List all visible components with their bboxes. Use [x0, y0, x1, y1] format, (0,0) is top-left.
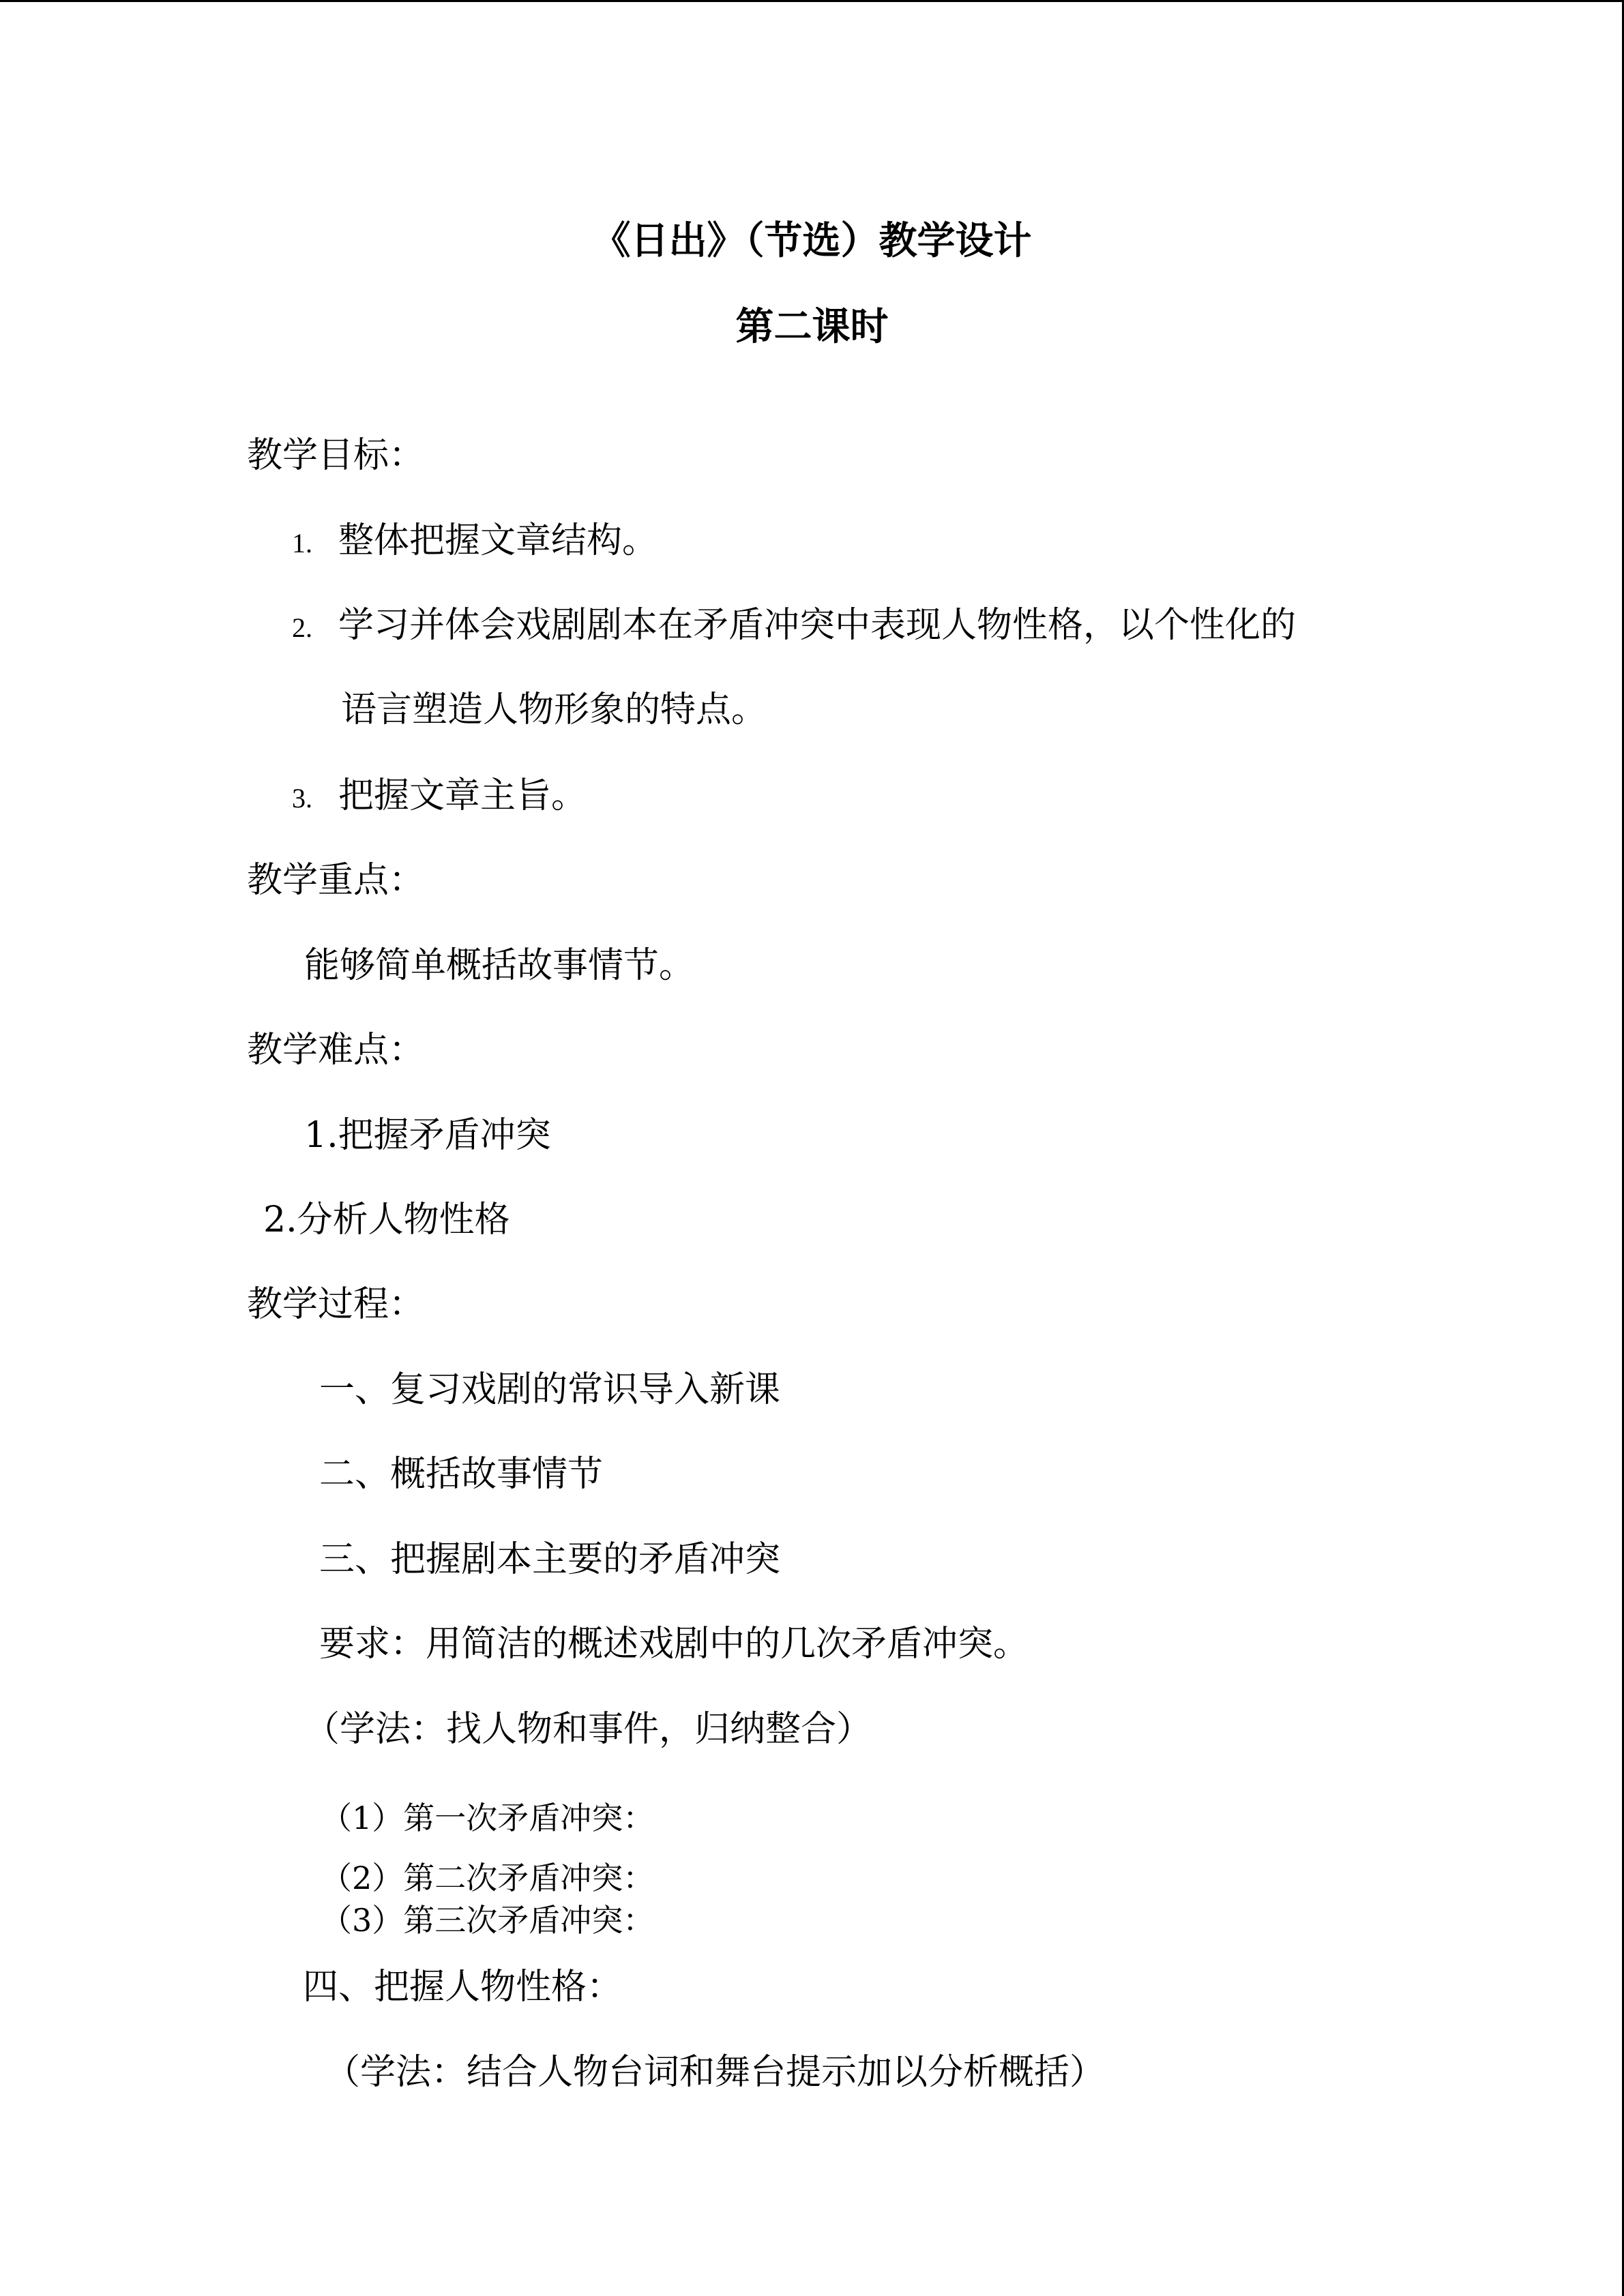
document-subtitle: 第二课时 — [735, 304, 889, 349]
objective-number: 3. — [292, 783, 312, 814]
objective-item-1 — [292, 520, 658, 561]
objective-number: 1. — [292, 528, 312, 558]
process-method-2: （学法：结合人物台词和舞台提示加以分析概括） — [325, 2052, 1106, 2093]
key-points-heading: 教学重点： — [247, 860, 425, 901]
objective-text: 学习并体会戏剧剧本在矛盾冲突中表现人物性格，以个性化的 — [338, 605, 1297, 646]
process-step-4: 四、把握人物性格： — [303, 1967, 623, 2008]
objective-item-2 — [292, 605, 1297, 646]
key-points-text: 能够简单概括故事情节。 — [304, 945, 695, 986]
difficulties-heading: 教学难点： — [247, 1030, 425, 1071]
document-title: 《日出》（节选）教学设计 — [592, 218, 1032, 263]
conflict-item-3: （3）第三次矛盾冲突： — [321, 1902, 655, 1939]
process-requirement: 要求：用简洁的概述戏剧中的几次矛盾冲突。 — [319, 1624, 1029, 1665]
conflict-item-2: （2）第二次矛盾冲突： — [321, 1860, 655, 1896]
difficulty-item-1: 1.把握矛盾冲突 — [304, 1115, 551, 1156]
objective-item-2-continuation: 语言塑造人物形象的特点。 — [341, 689, 767, 730]
process-method-1: （学法：找人物和事件，归纳整合） — [304, 1709, 872, 1750]
conflict-item-1: （1）第一次矛盾冲突： — [321, 1800, 655, 1836]
objectives-heading: 教学目标： — [247, 435, 425, 476]
objective-text: 整体把握文章结构。 — [338, 520, 658, 561]
objective-number: 2. — [292, 612, 312, 643]
objective-text: 把握文章主旨。 — [338, 775, 587, 816]
process-step-2: 二、概括故事情节 — [319, 1454, 604, 1495]
difficulty-item-2: 2.分析人物性格 — [263, 1199, 510, 1240]
process-step-3: 三、把握剧本主要的矛盾冲突 — [319, 1539, 781, 1580]
process-step-1: 一、复习戏剧的常识导入新课 — [319, 1369, 781, 1410]
objective-item-3 — [292, 775, 587, 816]
process-heading: 教学过程： — [247, 1284, 425, 1325]
